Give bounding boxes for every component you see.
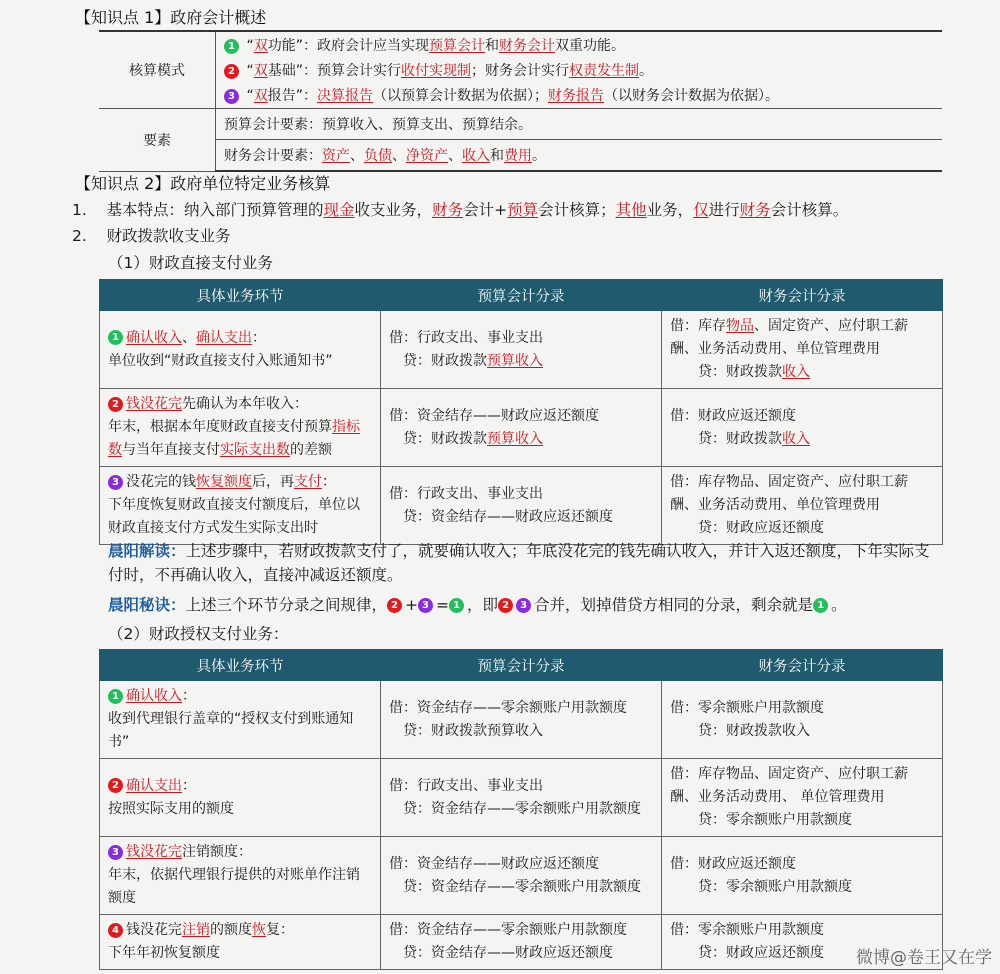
step-cell: 1 确认收入、确认支出： 单位收到“财政直接支付入账通知书”: [100, 311, 381, 389]
table-row: [100, 759, 943, 837]
badge-2-icon: 2: [108, 778, 123, 793]
badge-3-icon: 3: [108, 475, 123, 490]
table-row: [100, 467, 943, 545]
watermark: 微博@卷王又在学: [856, 948, 992, 968]
badge-2-icon: 2: [498, 598, 513, 613]
badge-2-icon: 2: [108, 397, 123, 412]
item-1: 1. 基本特点：纳入部门预算管理的现金收支业务，财务会计+预算会计核算；其他业务，仅进行财务会计核算。: [72, 201, 849, 219]
step-cell: 4 钱没花完注销的额度恢复： 下年年初恢复额度: [100, 915, 381, 970]
dual-function-row: 1 “双功能”：政府会计应当实现预算会计和财务会计双重功能。: [216, 31, 943, 58]
table-row: [100, 837, 943, 915]
budget-cell: 借：行政支出、事业支出 贷：资金结存——财政应返还额度: [381, 467, 662, 545]
budget-elements: 预算会计要素：预算收入、预算支出、预算结余。: [216, 109, 943, 140]
item-2: 2. 财政拨款收支业务: [72, 227, 231, 245]
badge-1-icon: 1: [108, 689, 123, 704]
kp2-title: 【知识点 2】政府单位特定业务核算: [75, 174, 331, 193]
elements-label: 要素: [99, 109, 216, 172]
sub-heading-1: （1）财政直接支付业务: [108, 254, 273, 272]
header-budget: 预算会计分录: [381, 650, 662, 681]
badge-3-icon: 3: [224, 89, 239, 104]
table-row: [100, 389, 943, 467]
dual-report-row: 3 “双报告”：决算报告（以预算会计数据为依据）；财务报告（以财务会计数据为依据）。: [216, 82, 943, 109]
step-cell: 1 确认收入： 收到代理银行盖章的“授权支付到账通知书”: [100, 681, 381, 759]
budget-cell: 借：资金结存——财政应返还额度 贷：财政拨款预算收入: [381, 389, 662, 467]
kp1-title: 【知识点 1】政府会计概述: [75, 8, 267, 27]
kp1-table: [99, 30, 942, 172]
badge-3-icon: 3: [418, 598, 433, 613]
step-cell: 2 钱没花完先确认为本年收入： 年末，根据本年度财政直接支付预算指标数与当年直接支付实际支出数的差额: [100, 389, 381, 467]
dual-basis-row: 2 “双基础”：预算会计实行收付实现制；财务会计实行权责发生制。: [216, 58, 943, 82]
header-step: 具体业务环节: [100, 650, 381, 681]
table-row: [100, 311, 943, 389]
reading-tip: 晨阳秘诀：上述三个环节分录之间规律， 2 + 3 = 1 ，即 2 3 合并，划掉借贷方相同的分录，剩余就是 1 。: [108, 596, 847, 614]
sub-heading-2: （2）财政授权支付业务：: [108, 625, 289, 643]
budget-cell: 借：行政支出、事业支出 贷：资金结存——零余额账户用款额度: [381, 759, 662, 837]
direct-payment-table: [99, 279, 943, 545]
financial-cell: 借：库存物品、固定资产、应付职工薪酬、业务活动费用、 单位管理费用 贷：零余额账户用款额度: [662, 759, 943, 837]
badge-2-icon: 2: [387, 598, 402, 613]
budget-cell: 借：资金结存——财政应返还额度 贷：资金结存——零余额账户用款额度: [381, 837, 662, 915]
badge-3-icon: 3: [108, 845, 123, 860]
header-step: 具体业务环节: [100, 280, 381, 311]
badge-3-icon: 3: [516, 598, 531, 613]
badge-1-icon: 1: [449, 598, 464, 613]
budget-cell: 借：行政支出、事业支出 贷：财政拨款预算收入: [381, 311, 662, 389]
step-cell: 2 确认支出： 按照实际支用的额度: [100, 759, 381, 837]
financial-cell: 借：库存物品、固定资产、应付职工薪酬、业务活动费用、单位管理费用 贷：财政拨款收入: [662, 311, 943, 389]
reading-interpretation: 晨阳解读：上述步骤中，若财政拨款支付了，就要确认收入；年底没花完的钱先确认收入，并计入返还额度，下年实际支付时，不再确认收入，直接冲减返还额度。: [108, 542, 930, 584]
badge-1-icon: 1: [813, 598, 828, 613]
step-cell: 3 没花完的钱恢复额度后，再支付： 下年度恢复财政直接支付额度后，单位以财政直接支付方式发生实际支出时: [100, 467, 381, 545]
authorized-payment-table: [99, 649, 943, 970]
badge-1-icon: 1: [108, 330, 123, 345]
table-row: [100, 915, 943, 970]
financial-cell: 借：财政应返还额度 贷：零余额账户用款额度: [662, 837, 943, 915]
budget-cell: 借：资金结存——零余额账户用款额度 贷：财政拨款预算收入: [381, 681, 662, 759]
step-cell: 3 钱没花完注销额度： 年末，依据代理银行提供的对账单作注销额度: [100, 837, 381, 915]
table-row: [100, 681, 943, 759]
mode-label: 核算模式: [99, 31, 216, 109]
financial-cell: 借：财政应返还额度 贷：财政拨款收入: [662, 389, 943, 467]
badge-1-icon: 1: [224, 39, 239, 54]
financial-cell: 借：零余额账户用款额度 贷：财政拨款收入: [662, 681, 943, 759]
financial-cell: 借：库存物品、固定资产、应付职工薪酬、业务活动费用、单位管理费用 贷：财政应返还额度: [662, 467, 943, 545]
header-financial: 财务会计分录: [662, 280, 943, 311]
header-budget: 预算会计分录: [381, 280, 662, 311]
badge-4-icon: 4: [108, 923, 123, 938]
financial-cell: 借：零余额账户用款额度 贷：财政应返还额度: [662, 915, 943, 970]
badge-2-icon: 2: [224, 64, 239, 79]
budget-cell: 借：资金结存——零余额账户用款额度 贷：资金结存——财政应返还额度: [381, 915, 662, 970]
header-financial: 财务会计分录: [662, 650, 943, 681]
financial-elements: 财务会计要素：资产、负债、净资产、收入和费用。: [216, 140, 943, 172]
